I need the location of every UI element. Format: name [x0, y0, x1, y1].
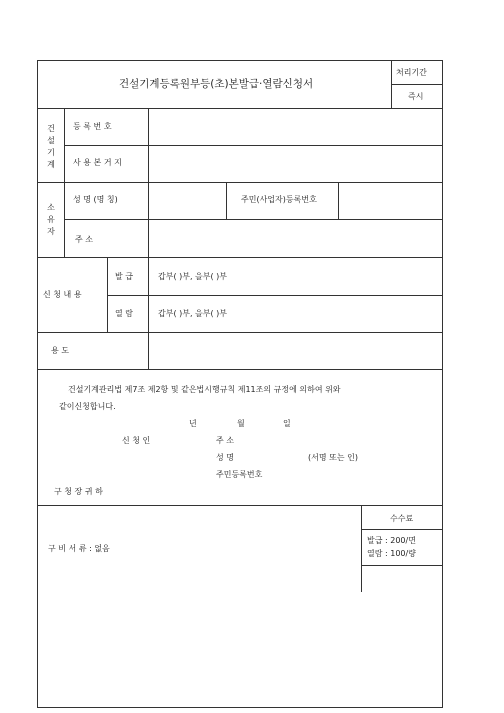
date-year: 년 [189, 419, 197, 428]
fee-issue: 발급 : 200/면 [367, 536, 416, 545]
form-title: 건설기계등록원부등(초)본발급·열람신청서 [119, 78, 314, 90]
fee-label: 수수료 [390, 514, 414, 523]
divider [38, 505, 443, 506]
applicant-address-label: 주 소 [216, 436, 234, 445]
view-value[interactable]: 갑부( )부, 을부( )부 [158, 309, 228, 318]
usage-location-label: 사 용 본 거 지 [73, 158, 122, 167]
divider [148, 257, 149, 332]
declaration-line-1: 건설기계관리법 제7조 제2항 및 같은법시행규칙 제11조의 규정에 의하여 위와 [68, 385, 341, 394]
registration-number-label: 등 록 번 호 [73, 122, 112, 131]
purpose-field[interactable] [149, 333, 442, 369]
divider [391, 84, 443, 85]
applicant-id-label: 주민등록번호 [216, 470, 263, 479]
owner-name-label: 성 명 (명 칭) [73, 195, 118, 204]
owner-name-field[interactable] [149, 183, 226, 219]
divider [361, 529, 443, 530]
divider [226, 182, 227, 219]
owner-address-field[interactable] [149, 220, 442, 257]
declaration-line-2: 같이신청합니다. [59, 402, 116, 411]
divider [38, 369, 443, 370]
fee-view: 열람 : 100/량 [367, 549, 416, 558]
applicant-label: 신 청 인 [122, 436, 151, 445]
request-section-label: 신 청 내 용 [43, 290, 82, 299]
owner-section-label: 소유자 [47, 203, 55, 236]
issue-label: 발 급 [115, 272, 133, 281]
divider [107, 295, 443, 296]
usage-location-field[interactable] [149, 146, 442, 182]
purpose-label: 용 도 [51, 346, 69, 355]
processing-period-label: 처리기간 [396, 68, 427, 77]
required-documents: 구 비 서 류 : 없음 [48, 544, 110, 553]
divider [361, 505, 362, 592]
applicant-name-label: 성 명 [216, 453, 234, 462]
registration-number-field[interactable] [149, 109, 442, 145]
recipient: 구 청 장 귀 하 [54, 487, 103, 496]
divider [391, 61, 392, 108]
divider [38, 257, 443, 258]
machine-section-label: 건설기계 [47, 124, 55, 169]
application-form [37, 60, 443, 708]
owner-id-field[interactable] [339, 183, 442, 219]
date-month: 월 [237, 419, 245, 428]
divider [64, 108, 65, 257]
issue-value[interactable]: 갑부( )부, 을부( )부 [158, 272, 228, 281]
owner-address-label: 주 소 [75, 235, 93, 244]
owner-id-label: 주민(사업자)등록번호 [241, 195, 317, 204]
signature-note: (서명 또는 인) [308, 453, 358, 462]
date-day: 일 [283, 419, 291, 428]
view-label: 열 람 [115, 309, 133, 318]
divider [107, 257, 108, 332]
divider [361, 565, 443, 566]
processing-period-value: 즉시 [408, 92, 424, 101]
